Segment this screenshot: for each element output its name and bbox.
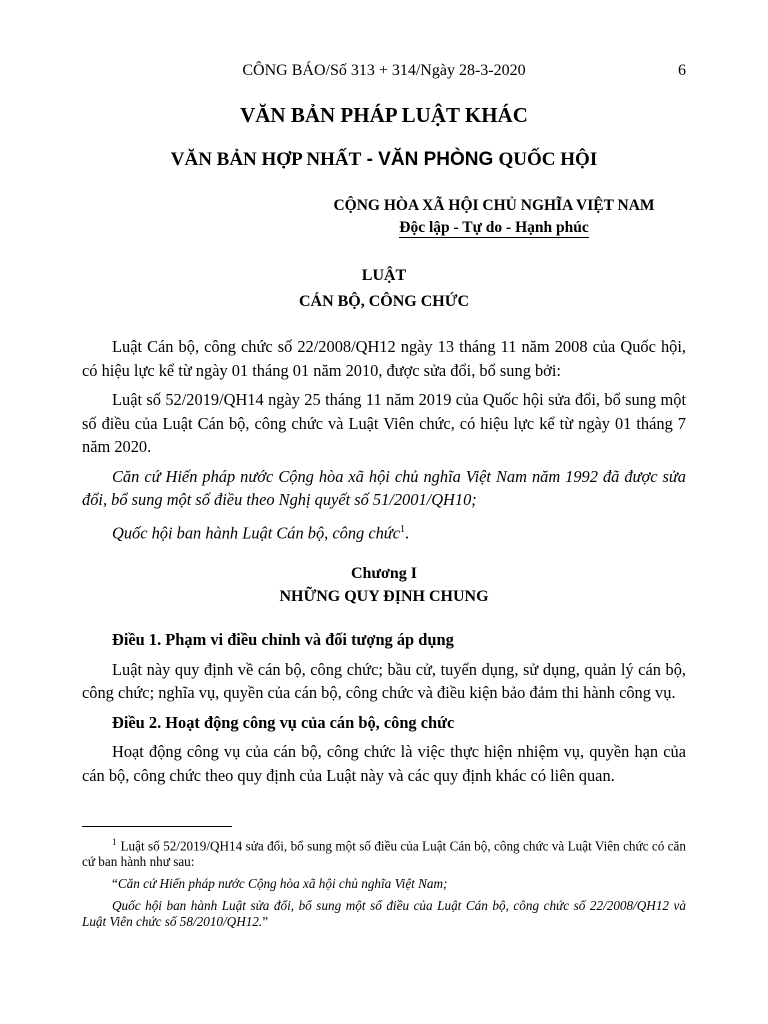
quote-open-mark: “ — [112, 876, 118, 892]
footnote-separator — [82, 826, 232, 827]
consolidated-document-title — [82, 149, 686, 171]
footnote-quote-1 — [82, 876, 686, 892]
law-type: LUẬT — [361, 267, 407, 284]
sub-title-part-3: QUỐC HỘI — [498, 149, 598, 170]
preamble-paragraph-2: Luật số 52/2019/QH14 ngày 25 tháng 11 năm 2019 của Quốc hội sửa đổi, bổ sung một số điều của Luật Cán bộ, công chức và Luật Viên chức, có hiệu lực kể từ ngày 01 tháng 7 năm 2020. — [82, 390, 686, 456]
footnote-1 — [82, 834, 686, 870]
sub-title-part-2: - VĂN PHÒNG — [361, 149, 499, 170]
footnote-quote-1-text: Căn cứ Hiến pháp nước Cộng hòa xã hội chủ nghĩa Việt Nam; — [117, 876, 448, 892]
page-number: 6 — [678, 62, 686, 79]
article-1-heading: Điều 1. Phạm vi điều chỉnh và đối tượng áp dụng — [112, 630, 454, 650]
footnotes — [82, 834, 686, 936]
chapter-title: NHỮNG QUY ĐỊNH CHUNG — [279, 588, 489, 606]
national-heading — [319, 195, 669, 239]
article-2-heading: Điều 2. Hoạt động công vụ của cán bộ, công chức — [112, 712, 455, 732]
footnote-number: 1 — [112, 837, 117, 847]
footnote-text: Luật số 52/2019/QH14 sửa đổi, bổ sung một số điều của Luật Cán bộ, công chức và Luật Viên chức có căn cứ ban hành như sau: — [82, 838, 686, 870]
law-name: CÁN BỘ, CÔNG CHỨC — [298, 293, 470, 310]
chapter-heading — [82, 562, 686, 608]
chapter-number: Chương I — [350, 565, 418, 583]
country-name: CỘNG HÒA XÃ HỘI CHỦ NGHĨA VIỆT NAM — [333, 197, 655, 214]
quote-close-mark: ” — [262, 914, 269, 930]
legal-basis-paragraph: Căn cứ Hiến pháp nước Cộng hòa xã hội chủ nghĩa Việt Nam năm 1992 đã được sửa đổi, bổ sung một số điều theo Nghị quyết số 51/2001/QH10; — [82, 466, 686, 509]
section-title: VĂN BẢN PHÁP LUẬT KHÁC — [240, 103, 528, 127]
footnote-reference[interactable]: 1 — [400, 523, 406, 535]
gazette-header-title: CÔNG BÁO/Số 313 + 314/Ngày 28-3-2020 — [242, 62, 526, 79]
footnote-quote-2 — [82, 898, 686, 930]
enactment-period: . — [405, 522, 410, 542]
article-1-text: Luật này quy định về cán bộ, công chức; bầu cử, tuyển dụng, sử dụng, quản lý cán bộ, công chức; nghĩa vụ, quyền của cán bộ, công chức và điều kiện bảo đảm thi hành công vụ. — [82, 659, 686, 703]
sub-title-part-1: VĂN BẢN HỢP NHẤT — [170, 149, 362, 170]
footnote-quote-2-text: Quốc hội ban hành Luật sửa đổi, bổ sung một số điều của Luật Cán bộ, công chức số 22/2008/QH12 và Luật Viên chức số 58/2010/QH12. — [82, 898, 686, 930]
enactment-text: Quốc hội ban hành Luật Cán bộ, công chức — [112, 522, 401, 542]
law-title — [82, 263, 686, 315]
preamble-paragraph-1: Luật Cán bộ, công chức số 22/2008/QH12 ngày 13 tháng 11 năm 2008 của Quốc hội, có hiệu lực kể từ ngày 01 tháng 01 năm 2010, được sửa đổi, bổ sung bởi: — [82, 337, 686, 380]
running-header — [82, 60, 686, 86]
document-body — [82, 335, 686, 793]
enactment-paragraph — [82, 518, 686, 545]
national-motto: Độc lập - Tự do - Hạnh phúc — [399, 219, 589, 236]
article-2-text: Hoạt động công vụ của cán bộ, công chức là việc thực hiện nhiệm vụ, quyền hạn của cán bộ, công chức theo quy định của Luật này và các quy định khác có liên quan. — [82, 742, 686, 785]
